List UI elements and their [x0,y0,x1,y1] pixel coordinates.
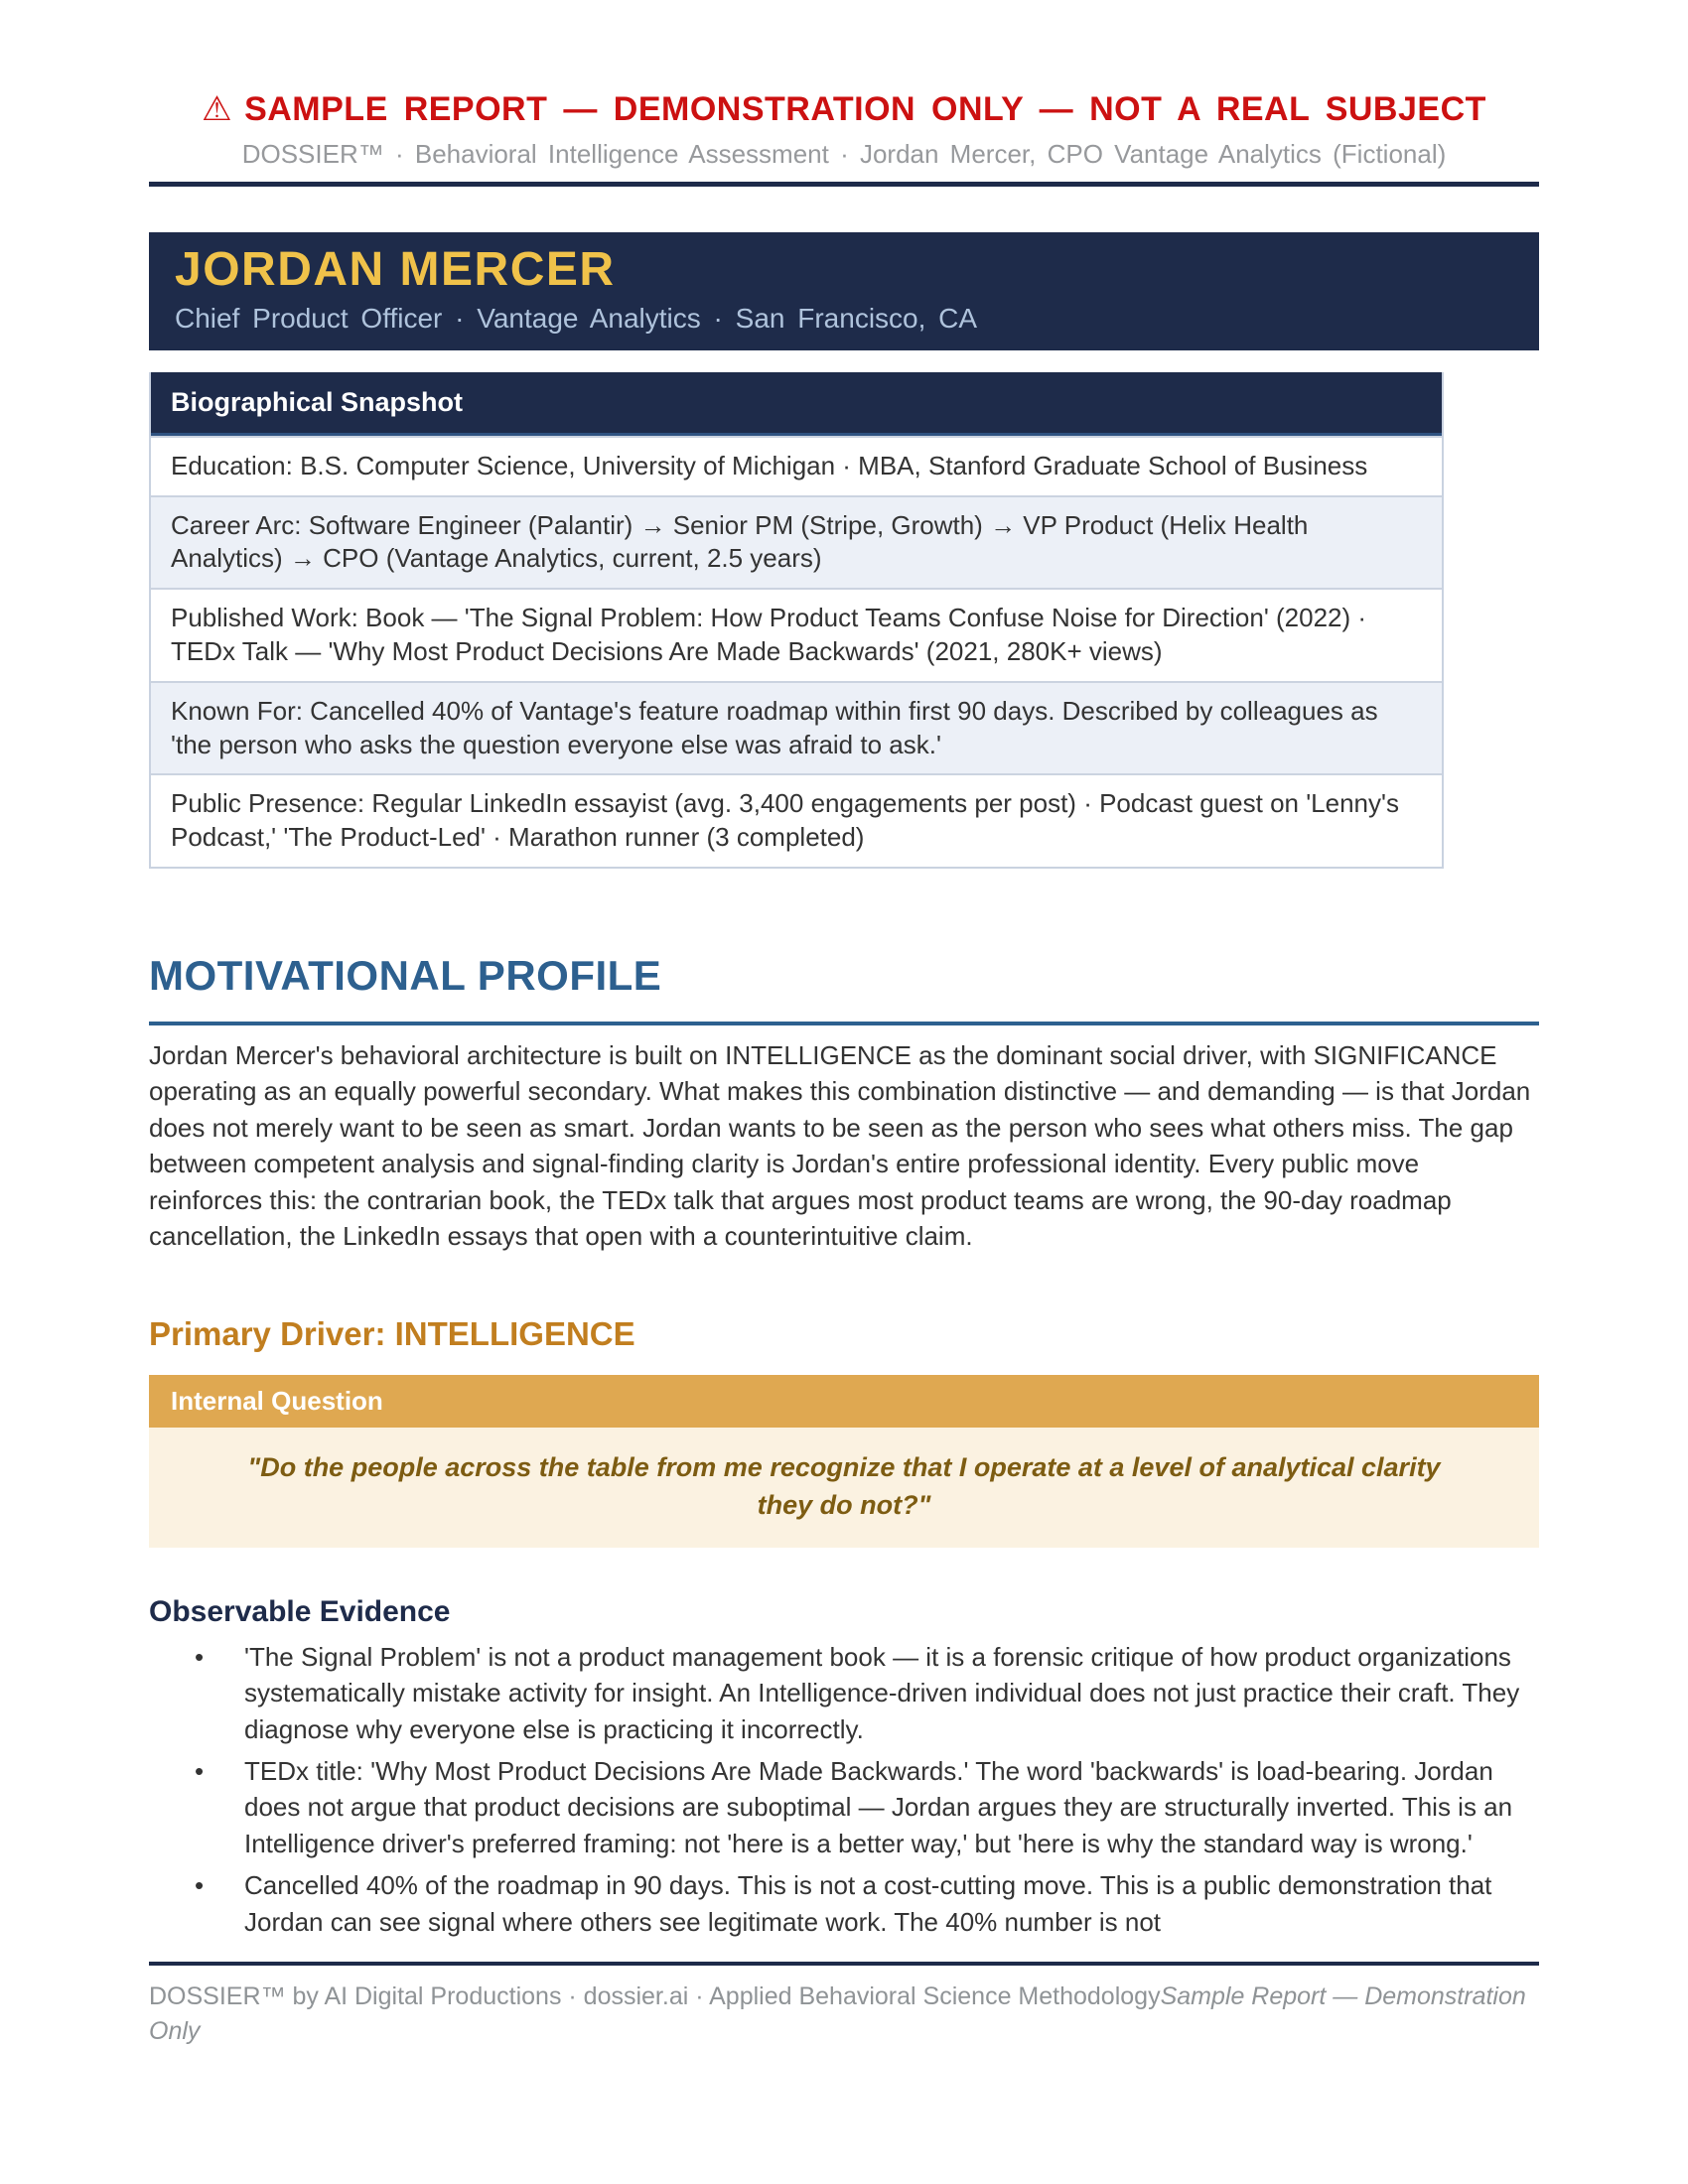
warning-line [149,89,1539,129]
profile-header-band [149,232,1539,350]
observable-evidence-heading: Observable Evidence [149,1594,451,1628]
table-row-public-presence: Public Presence: Regular LinkedIn essayist (avg. 3,400 engagements per post) · Podcast guest on 'Lenny's Podcast,' 'The Product-Led' · Marathon runner (3 completed) [151,773,1442,867]
evidence-item-signal-problem: • 'The Signal Problem' is not a product management book — it is a forensic critique of how product organizations systematically mistake activity for insight. An Intelligence-driven individual does not just practice their craft. They diagnose why everyone else is practicing it incorrectly. [244,1639,1539,1747]
primary-driver-heading: Primary Driver: INTELLIGENCE [149,1315,635,1353]
subject-title-line: Chief Product Officer · Vantage Analytics · San Francisco, CA [175,302,978,334]
internal-question-label: Internal Question [149,1375,1539,1428]
page-footer [149,1979,1539,2049]
top-divider [149,182,1539,187]
sample-banner [149,0,1539,170]
internal-question-quote: "Do the people across the table from me recognize that I operate at a level of analytical clarity they do not?" [149,1428,1539,1548]
evidence-item-roadmap-cancellation: • Cancelled 40% of the roadmap in 90 days. This is not a cost-cutting move. This is a public demonstration that Jordan can see signal where others see legitimate work. The 40% number is not [244,1867,1539,1940]
table-row-career-arc: Career Arc: Software Engineer (Palantir) → Senior PM (Stripe, Growth) → VP Product (Helix Health Analytics) → CPO (Vantage Analytics, current, 2.5 years) [151,495,1442,589]
evidence-item-tedx-title: • TEDx title: 'Why Most Product Decisions Are Made Backwards.' The word 'backwards' is load-bearing. Jordan does not argue that product decisions are suboptimal — Jordan argues they are structurally inverted. This is an Intelligence driver's preferred framing: not 'here is a better way,' but 'here is why the standard way is wrong.' [244,1753,1539,1861]
motivational-profile-heading: MOTIVATIONAL PROFILE [149,952,1539,1025]
motivational-profile-body: Jordan Mercer's behavioral architecture is built on INTELLIGENCE as the dominant social driver, with SIGNIFICANCE operating as an equally powerful secondary. What makes this combination distinctive — and demanding — is that Jordan does not merely want to be seen as smart. Jordan wants to be seen as the person who sees what others miss. The gap between competent analysis and signal-finding clarity is Jordan's entire professional identity. Every public move reinforces this: the contrarian book, the TEDx talk that argues most product teams are wrong, the 90-day roadmap cancellation, the LinkedIn essays that open with a counterintuitive claim. [149,1039,1531,1251]
table-row-education: Education: B.S. Computer Science, University of Michigan · MBA, Stanford Graduate School of Business [151,436,1442,495]
footer-sample-note: Sample Report — Demonstration Only [149,1981,1526,2045]
footer-divider [149,1962,1539,1966]
banner-meta: DOSSIER™ · Behavioral Intelligence Assessment · Jordan Mercer, CPO Vantage Analytics (Fictional) [241,139,1447,169]
footer-text: DOSSIER™ by AI Digital Productions · dossier.ai · Applied Behavioral Science Methodology [149,1981,1161,2010]
table-row-known-for: Known For: Cancelled 40% of Vantage's feature roadmap within first 90 days. Described by colleagues as 'the person who asks the question everyone else was afraid to ask.' [151,681,1442,774]
warning-text: SAMPLE REPORT — DEMONSTRATION ONLY — NOT A REAL SUBJECT [244,90,1486,128]
biographical-snapshot-table [149,372,1444,869]
report-page [149,0,1539,2049]
warning-icon: ⚠ [202,90,233,128]
bio-table-header: Biographical Snapshot [151,372,1442,436]
subject-name: JORDAN MERCER [175,243,616,296]
table-row-published-work: Published Work: Book — 'The Signal Problem: How Product Teams Confuse Noise for Direction' (2022) · TEDx Talk — 'Why Most Product Decisions Are Made Backwards' (2021, 280K+ views) [151,588,1442,681]
evidence-list [149,1639,1539,1940]
